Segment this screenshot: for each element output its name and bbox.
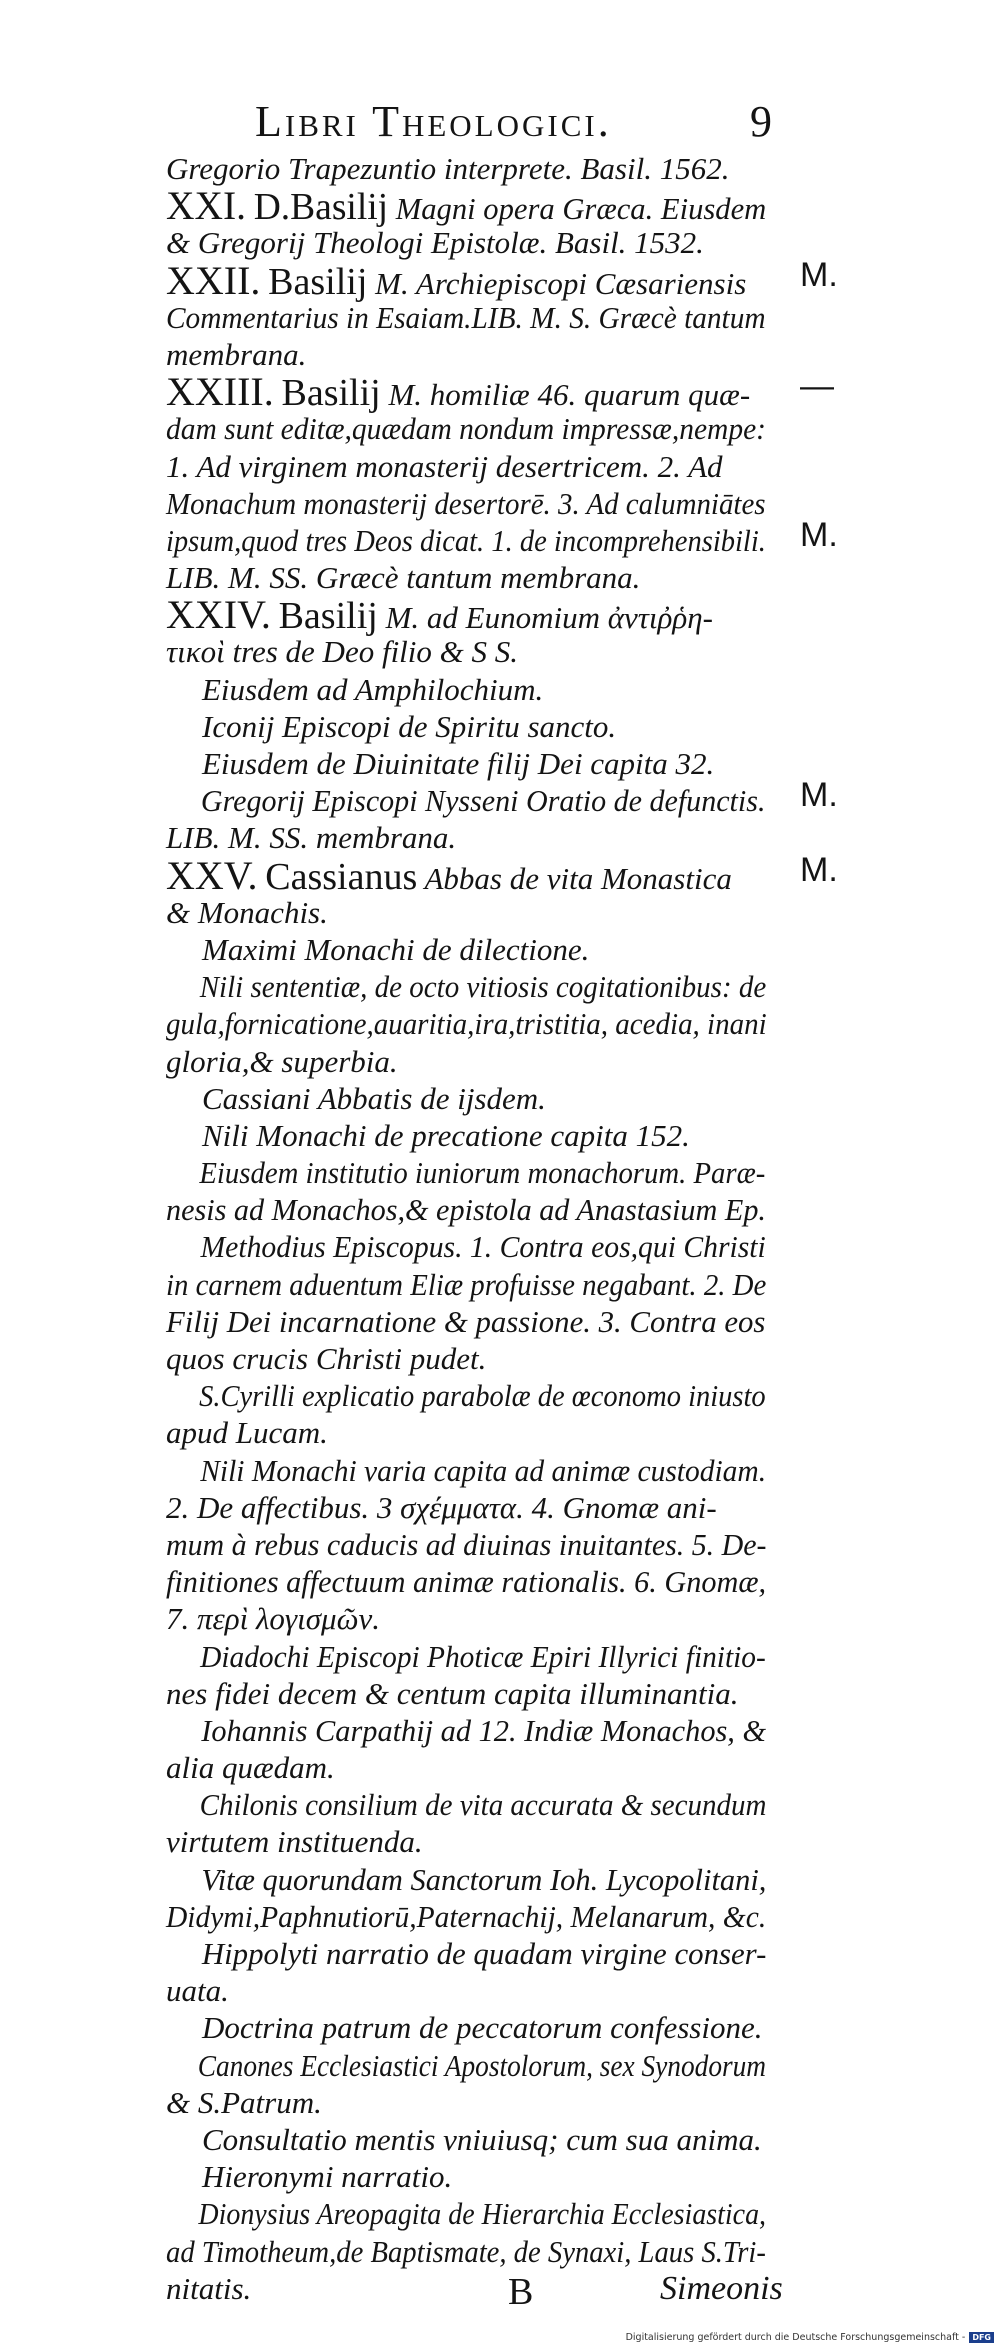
text-line	[166, 2233, 766, 2270]
text-line	[166, 1340, 766, 1377]
text-line	[166, 1303, 766, 1340]
line-text: Maximi Monachi de dilectione.	[202, 931, 590, 967]
line-text: Eiusdem de Diuinitate filij Dei capita 32.	[202, 746, 715, 781]
line-text: 2. De affectibus. 3 σχέμματα. 4. Gnomæ ani-	[166, 1489, 717, 1525]
line-text: alia quædam.	[166, 1750, 335, 1786]
line-text: 7. περὶ λογισμῶν.	[166, 1601, 380, 1637]
line-text: M. homiliæ 46. quarum quæ-	[380, 377, 751, 413]
line-text: Canones Ecclesiastici Apostolorum, sex Synodorum	[197, 2047, 767, 2083]
text-line	[166, 1935, 767, 1972]
text-line	[166, 852, 766, 898]
text-line	[166, 1526, 767, 1563]
text-line	[166, 1823, 766, 1860]
line-text: Eiusdem ad Amphilochium.	[202, 671, 544, 707]
credit-text: Digitalisierung gefördert durch die Deutsche Forschungsgemeinschaft -	[625, 2332, 966, 2343]
line-text: ad Timotheum,de Baptismate, de Synaxi, Laus S.Tri-	[166, 2233, 766, 2269]
text-line	[166, 1749, 766, 1786]
line-text: Vitæ quorundam Sanctorum Ioh. Lycopolitani,	[201, 1861, 767, 1897]
text-line	[166, 1563, 767, 1600]
catchword: Simeonis	[660, 2270, 783, 2307]
line-text: Diadochi Episcopi Photicæ Epiri Illyrici finitio-	[200, 1638, 766, 1674]
line-text: virtutem instituenda.	[166, 1824, 423, 1860]
line-text: S.Cyrilli explicatio parabolæ de œconomo iniusto	[199, 1378, 766, 1414]
line-text: Cassiani Abbatis de ijsdem.	[202, 1080, 546, 1116]
line-text: nitatis.	[166, 2270, 252, 2306]
line-text: Chilonis consilium de vita accurata & secundum	[199, 1787, 767, 1823]
line-text: Abbas de vita Monastica	[417, 860, 732, 896]
line-text: mum à rebus caducis ad diuinas inuitantes. 5. De-	[166, 1526, 767, 1562]
margin-note: —	[800, 367, 834, 406]
line-text: gloria,& superbia.	[166, 1043, 398, 1079]
line-text: in carnem aduentum Eliæ profuisse negabant. 2. De	[166, 1266, 767, 1302]
text-line	[166, 410, 766, 447]
line-text: Iohannis Carpathij ad 12. Indiæ Monachos, &	[201, 1712, 767, 1748]
line-text: & Gregorij Theologi Epistolæ. Basil. 1532.	[166, 225, 704, 261]
text-line	[166, 299, 766, 336]
text-line	[166, 2195, 767, 2232]
line-text: Nili Monachi de precatione capita 152.	[202, 1117, 690, 1153]
line-text: Doctrina patrum de peccatorum confessione.	[202, 2010, 763, 2046]
text-line	[166, 708, 766, 745]
text-line	[166, 183, 767, 229]
text-line	[166, 1266, 767, 1303]
line-text: apud Lucam.	[166, 1415, 328, 1451]
text-line	[166, 1377, 766, 1414]
line-text: Filij Dei incarnatione & passione. 3. Contra eos	[166, 1303, 766, 1339]
author-name: D.Basilij	[253, 186, 389, 229]
line-text: Dionysius Areopagita de Hierarchia Ecclesiastica,	[198, 2196, 767, 2232]
text-line	[166, 1675, 766, 1712]
text-line	[166, 819, 766, 856]
line-text: dam sunt editæ,quædam nondum impressæ,nempe:	[166, 411, 766, 447]
text-line	[166, 1414, 766, 1451]
line-text: Gregorij Episcopi Nysseni Oratio de defunctis.	[200, 783, 766, 819]
text-line	[166, 522, 766, 559]
text-line	[166, 894, 766, 931]
text-line	[166, 448, 766, 485]
text-line	[166, 2009, 766, 2046]
line-text: Iconij Episcopi de Spiritu sancto.	[202, 708, 617, 744]
catalog-text	[166, 150, 766, 2307]
text-line	[166, 150, 766, 187]
line-text: Didymi,Paphnutiorū,Paternachij, Melanarum, &c.	[166, 1898, 767, 1934]
line-text: & S.Patrum.	[166, 2084, 322, 2120]
line-text: finitiones affectuum animæ rationalis. 6. Gnomæ,	[166, 1564, 767, 1600]
line-text: nes fidei decem & centum capita illuminantia.	[166, 1675, 739, 1711]
text-line	[166, 1005, 767, 1042]
author-name: Basilij	[281, 372, 381, 415]
dfg-logo: DFG	[969, 2332, 994, 2343]
text-line	[166, 2121, 766, 2158]
entry-number: XXI.	[166, 183, 247, 229]
line-text: LIB. M. SS. Græcè tantum membrana.	[166, 560, 641, 596]
author-name: Cassianus	[265, 855, 418, 898]
text-line	[166, 485, 766, 522]
text-line	[166, 931, 766, 968]
text-line	[166, 1043, 766, 1080]
line-text: membrana.	[166, 336, 307, 372]
text-line	[166, 2084, 766, 2121]
running-header	[255, 96, 775, 147]
text-line	[166, 968, 767, 1005]
text-line	[166, 1712, 767, 1749]
text-line	[166, 671, 766, 708]
line-text: Eiusdem institutio iuniorum monachorum. Paræ-	[199, 1155, 766, 1191]
text-line	[166, 782, 766, 819]
line-text: gula,fornicatione,auaritia,ira,tristitia, acedia, inani	[166, 1006, 767, 1042]
text-line	[166, 633, 766, 670]
line-text: Monachum monasterij desertorē. 3. Ad calumniātes	[166, 485, 766, 521]
text-line	[166, 257, 766, 303]
entry-number: XXV.	[166, 852, 258, 898]
line-text: uata.	[166, 1973, 229, 2009]
text-line	[166, 1898, 767, 1935]
margin-note: M.	[800, 255, 838, 294]
text-line	[166, 1117, 766, 1154]
margin-note: M.	[800, 850, 838, 889]
text-line	[166, 1228, 766, 1265]
text-line	[166, 592, 766, 638]
line-text: ipsum,quod tres Deos dicat. 1. de incomprehensibili.	[166, 522, 766, 558]
line-text: M. Archiepiscopi Cæsariensis	[367, 265, 747, 301]
text-line	[166, 2047, 767, 2084]
line-text: 1. Ad virginem monasterij desertricem. 2. Ad	[166, 448, 723, 484]
running-title: Libri Theologici.	[255, 97, 612, 146]
line-text: Hieronymi narratio.	[202, 2159, 453, 2195]
line-text: τικοὶ tres de Deo filio & S S.	[166, 634, 519, 670]
entry-number: XXIV.	[166, 592, 271, 638]
line-text: Nili sententiæ, de octo vitiosis cogitationibus: de	[199, 969, 767, 1005]
line-text: nesis ad Monachos,& epistola ad Anastasium Ep.	[166, 1192, 766, 1228]
text-line	[166, 1861, 767, 1898]
line-text: LIB. M. SS. membrana.	[166, 820, 457, 856]
text-line	[166, 224, 766, 261]
text-line	[166, 1600, 766, 1637]
line-text: Commentarius in Esaiam.LIB. M. S. Græcè tantum	[166, 299, 766, 335]
page-number: 9	[750, 97, 775, 146]
line-text: Methodius Episcopus. 1. Contra eos,qui Christi	[200, 1229, 766, 1265]
signature-mark: B	[508, 2271, 534, 2313]
text-line	[166, 336, 766, 373]
text-line	[166, 745, 766, 782]
text-line	[166, 1080, 766, 1117]
entry-number: XXII.	[166, 257, 261, 303]
text-line	[166, 1154, 766, 1191]
text-line	[166, 559, 766, 596]
author-name: Basilij	[268, 260, 368, 303]
text-line	[166, 1638, 766, 1675]
line-text: Nili Monachi varia capita ad animæ custodiam.	[200, 1452, 767, 1488]
line-text: & Monachis.	[166, 894, 328, 930]
line-text: Gregorio Trapezuntio interprete. Basil. 1562.	[166, 151, 730, 186]
line-text: Consultatio mentis vniuiusq; cum sua anima.	[202, 2121, 762, 2157]
line-text: quos crucis Christi pudet.	[166, 1341, 487, 1376]
text-line	[166, 369, 766, 415]
margin-note: M.	[800, 516, 838, 554]
margin-note: M.	[800, 776, 838, 815]
text-line	[166, 1786, 767, 1823]
author-name: Basilij	[278, 595, 378, 638]
entry-number: XXIII.	[166, 369, 274, 415]
text-line	[166, 1191, 766, 1228]
line-text: Hippolyti narratio de quadam virgine conser-	[201, 1936, 767, 1971]
text-line	[166, 1972, 766, 2009]
text-line	[166, 2158, 766, 2195]
digitization-credit	[626, 2332, 994, 2343]
line-text: Magni opera Græca. Eiusdem	[388, 191, 767, 227]
text-line	[166, 1489, 766, 1526]
text-line	[166, 1452, 767, 1489]
line-text: M. ad Eunomium ἀντιῤῥη-	[377, 600, 713, 636]
